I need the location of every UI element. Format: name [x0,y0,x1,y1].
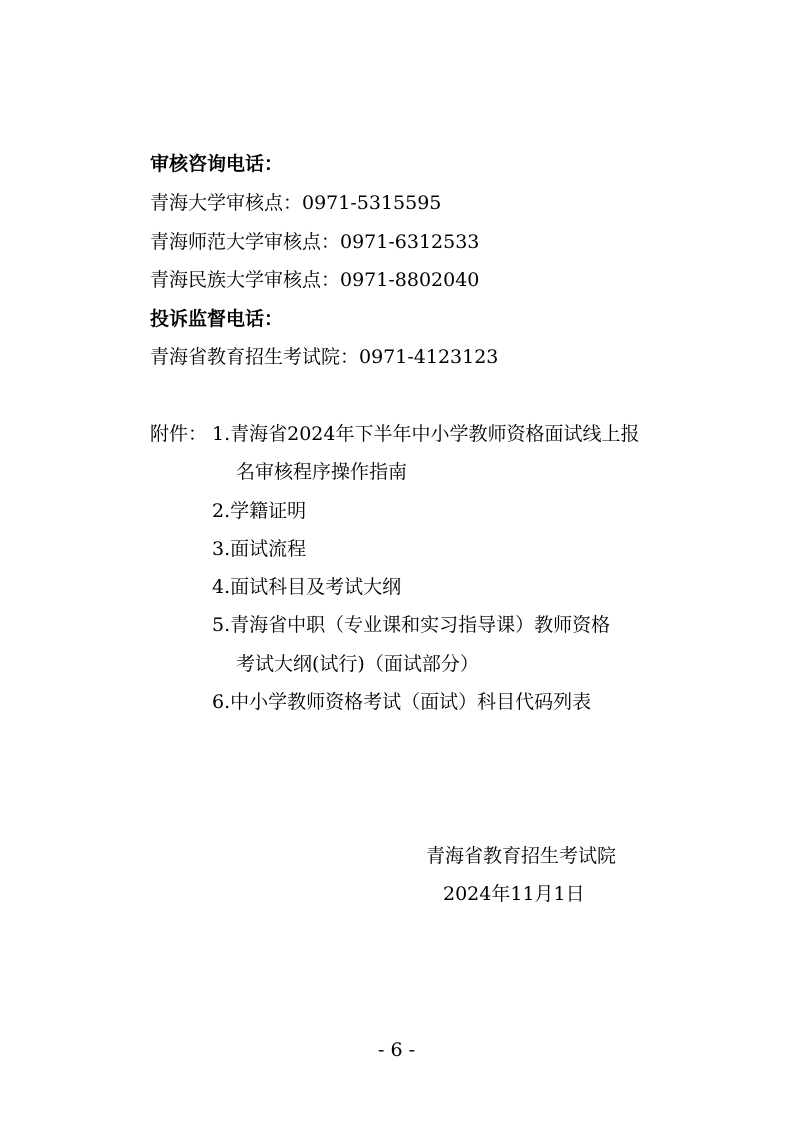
signature-organization: 青海省教育招生考试院 [426,845,617,867]
signature-date: 2024年11月1日 [443,883,585,905]
attachment-item-1: 1.青海省2024年下半年中小学教师资格面试线上报 [212,423,640,445]
attachment-item-3: 3.面试流程 [212,538,307,560]
attachment-item-1-continued: 名审核程序操作指南 [236,461,408,483]
complaint-line-exam-authority: 青海省教育招生考试院：0971-4123123 [150,346,499,368]
page-number: - 6 - [377,1039,415,1061]
attachment-item-2: 2.学籍证明 [212,500,307,522]
attachment-item-4: 4.面试科目及考试大纲 [212,576,402,598]
attachment-item-5-continued: 考试大纲(试行)（面试部分） [236,653,479,675]
contact-line-qinghai-university: 青海大学审核点：0971-5315595 [150,192,442,214]
attachment-item-5: 5.青海省中职（专业课和实习指导课）教师资格 [212,614,611,636]
attachments-label: 附件： [150,423,208,445]
complaint-heading: 投诉监督电话： [150,308,284,330]
review-contacts-heading: 审核咨询电话： [150,153,284,175]
contact-line-qinghai-minzu-university: 青海民族大学审核点：0971-8802040 [150,269,480,291]
attachment-item-6: 6.中小学教师资格考试（面试）科目代码列表 [212,691,592,713]
contact-line-qinghai-normal-university: 青海师范大学审核点：0971-6312533 [150,231,480,253]
